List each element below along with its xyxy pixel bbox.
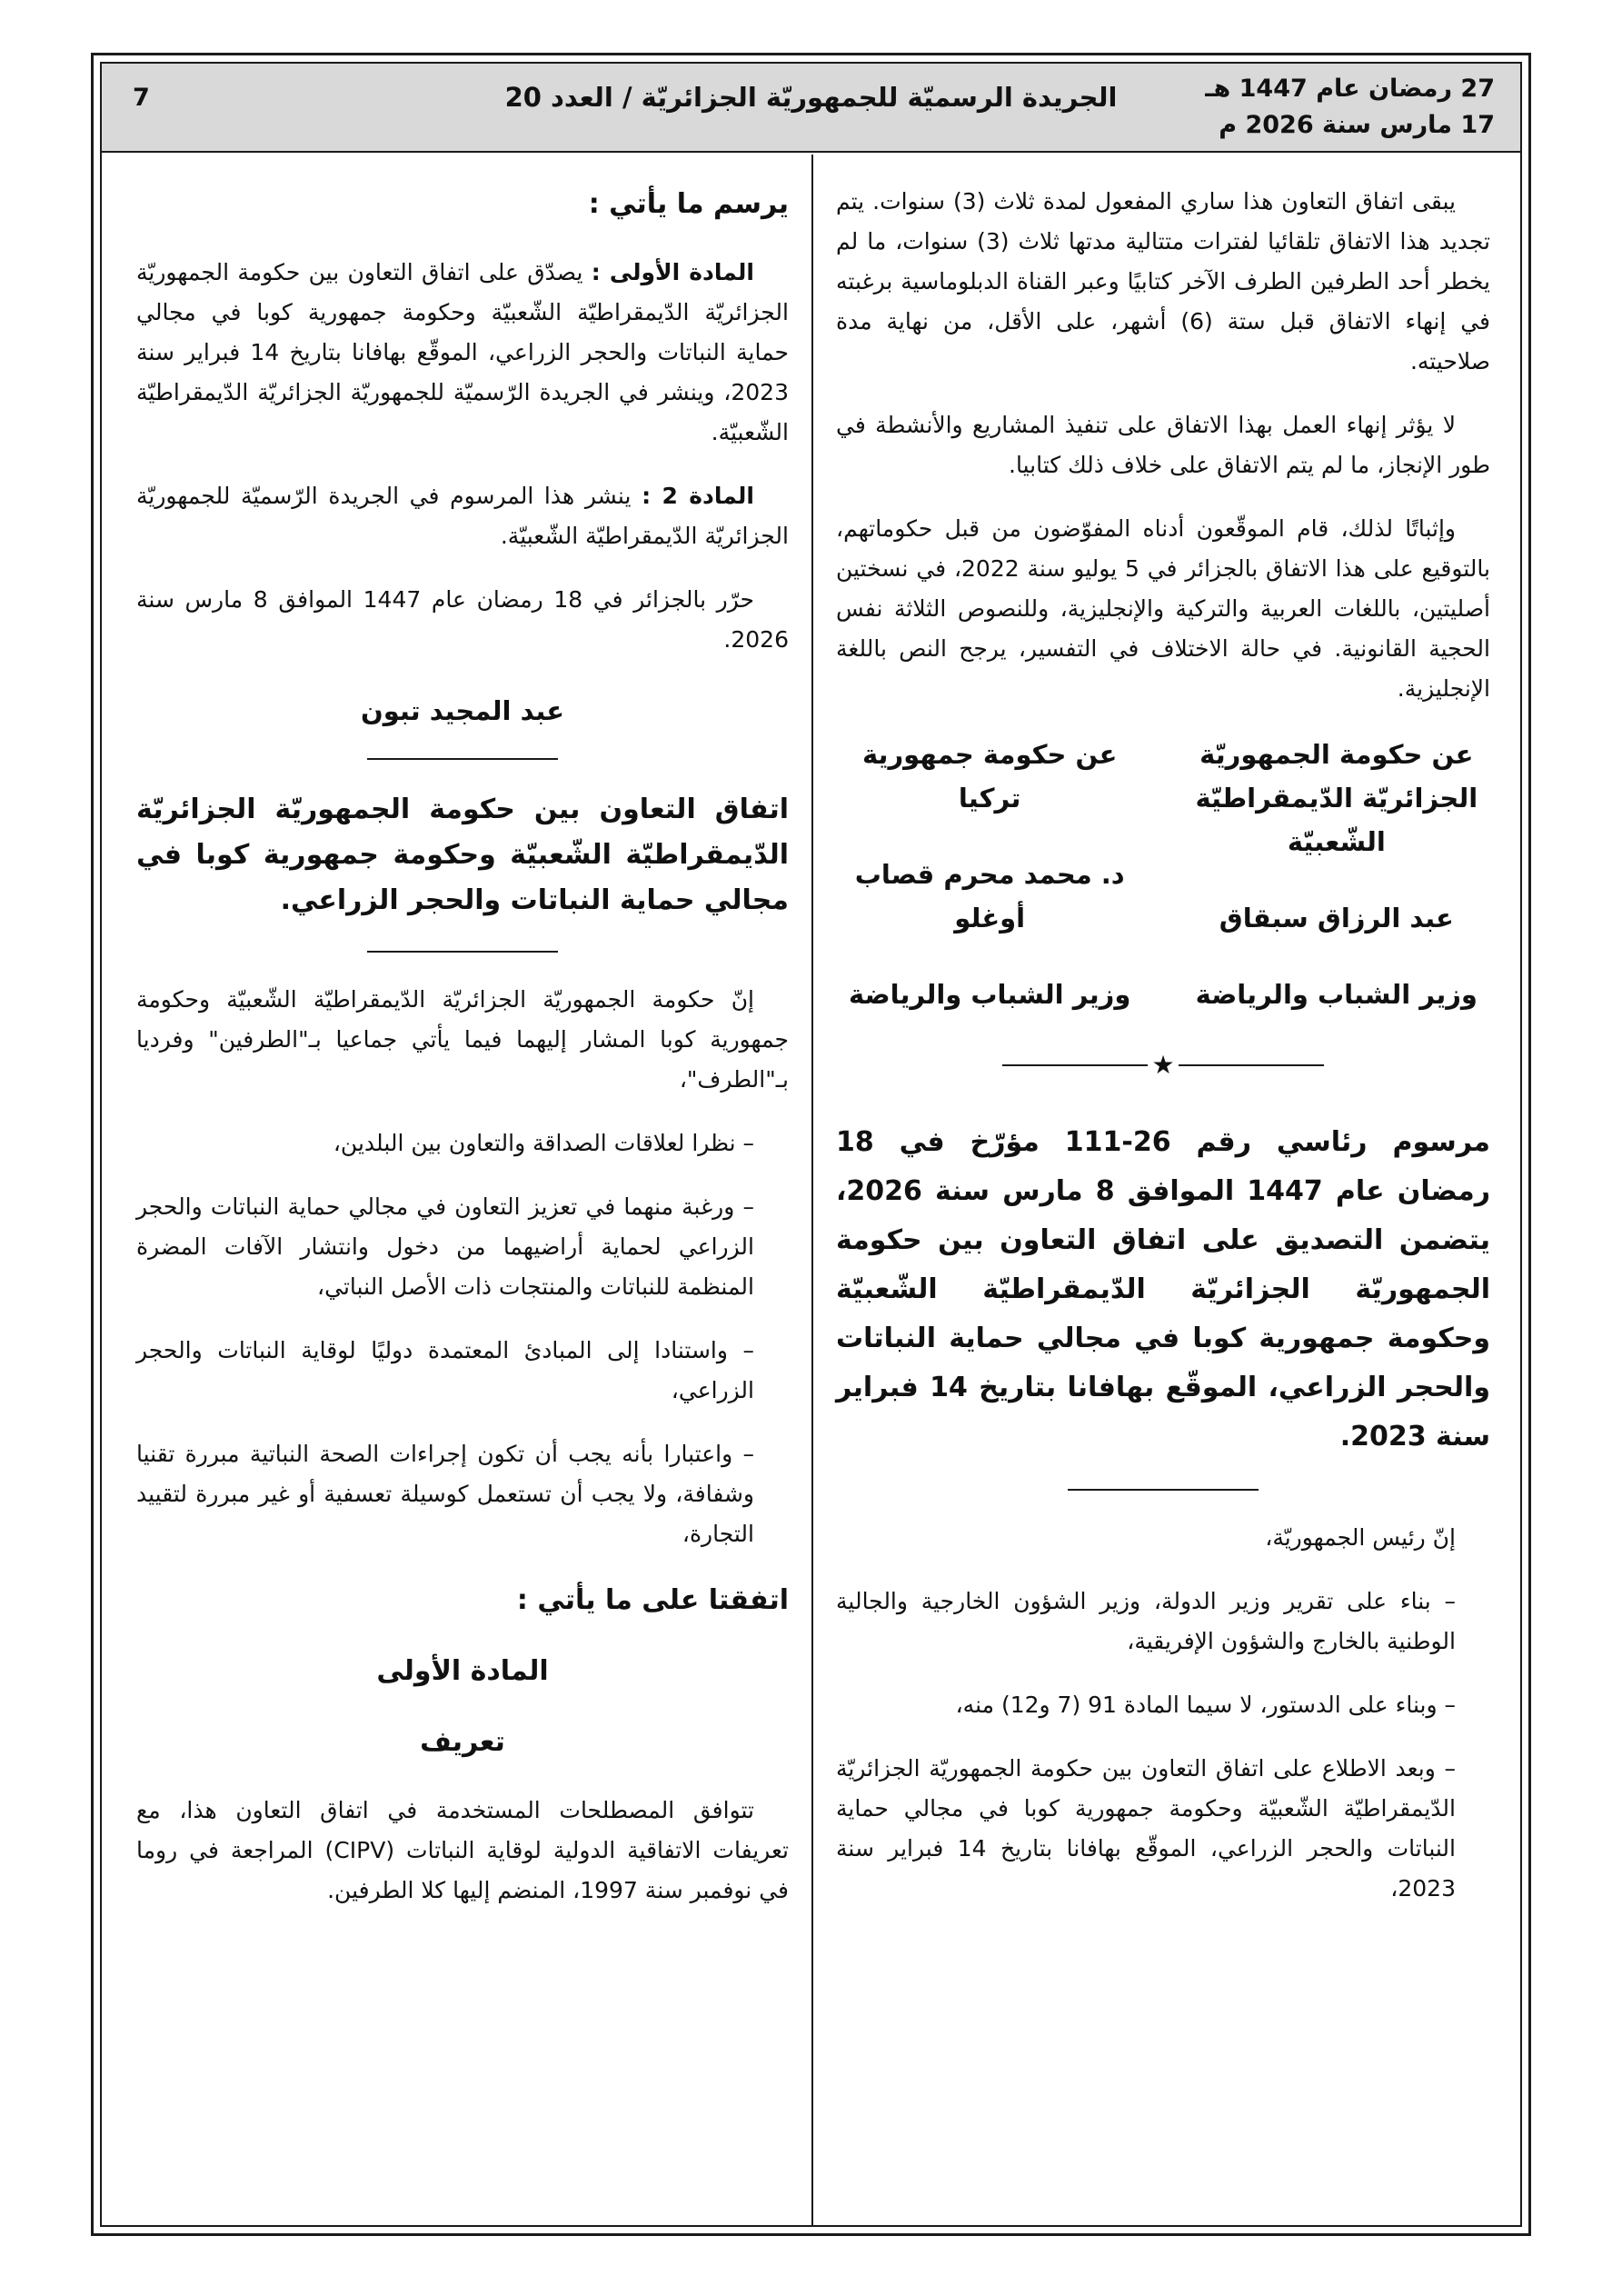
page-number: 7 [133, 84, 150, 112]
definition-heading: تعريف [420, 1726, 505, 1758]
signatory-name: عبد المجيد تبون [360, 695, 564, 726]
star-icon: ★ [1151, 1050, 1175, 1080]
article-2-label: المادة 2 : [642, 483, 754, 509]
header-hijri-date: 27 رمضان عام 1447 هـ [1205, 75, 1495, 103]
decree-heading: يرسم ما يأتي : [588, 188, 789, 220]
article-1-label: المادة الأولى : [591, 259, 754, 285]
article-2 [136, 476, 789, 556]
left-column [136, 182, 789, 1934]
article-1-text: يصدّق على اتفاق التعاون بين حكومة الجمهوريّة الجزائريّة الدّيمقراطيّة الشّعبيّة وحكومة جمهورية كوبا في مجالي حماية النباتات والحجر الزراعي، الموقّع بهافانا بتاريخ 14 فبراير سنة 2023، وينشر في الجريدة الرّسميّة للجمهوريّة الجزائريّة الدّيمقراطيّة الشّعبيّة. [136, 259, 789, 445]
president-line: إنّ رئيس الجمهوريّة، [1265, 1524, 1456, 1551]
right-column [836, 182, 1490, 1932]
recital-item: – بناء على تقرير وزير الدولة، وزير الشؤون الخارجية والجالية الوطنية بالخارج والشؤون الإفريقية، [836, 1588, 1456, 1654]
signature-turkey-gov: عن حكومة جمهورية تركيا [861, 739, 1118, 814]
signatures-block [836, 733, 1490, 1016]
star-separator [836, 1050, 1490, 1080]
definition-text: تتوافق المصطلحات المستخدمة في اتفاق التعاون هذا، مع تعريفات الاتفاقية الدولية لوقاية النباتات (CIPV) المراجعة في روما في نوفمبر سنة 1997، المنضم إليها كلا الطرفين. [136, 1797, 789, 1903]
signature-algeria-gov: عن حكومة الجمهوريّة الجزائريّة الدّيمقراطيّة الشّعبيّة [1195, 739, 1478, 857]
short-rule [1068, 1489, 1259, 1491]
header-gregorian-date: 17 مارس سنة 2026 م [1219, 111, 1495, 139]
recital-item: – واعتبارا بأنه يجب أن تكون إجراءات الصحة النباتية مبررة تقنيا وشفافة، ولا يجب أن تستعمل كوسيلة تعسفية أو غير مبررة لتقييد التجارة، [136, 1441, 754, 1547]
recital-item: – نظرا لعلاقات الصداقة والتعاون بين البلدين، [333, 1130, 754, 1156]
signature-turkey [836, 733, 1143, 1016]
article-first-heading: المادة الأولى [376, 1655, 549, 1687]
paragraph-termination: لا يؤثر إنهاء العمل بهذا الاتفاق على تنفيذ المشاريع والأنشطة في طور الإنجاز، ما لم يتم الاتفاق على خلاف ذلك كتابيا. [836, 412, 1490, 478]
recital-item: – واستنادا إلى المبادئ المعتمدة دوليًا لوقاية النباتات والحجر الزراعي، [136, 1337, 754, 1403]
recital-item: – وبعد الاطلاع على اتفاق التعاون بين حكومة الجمهوريّة الجزائريّة الدّيمقراطيّة الشّعبيّة وحكومة جمهورية كوبا في مجالي حماية النباتات والحجر الزراعي، الموقّع بهافانا بتاريخ 14 فبراير سنة 2023، [836, 1755, 1456, 1902]
recital-item: – ورغبة منهما في تعزيز التعاون في مجالي حماية النباتات والحجر الزراعي لحماية أراضيهما من دخول وانتشار الآفات المضرة المنظمة للنباتات والمنتجات ذات الأصل النباتي، [136, 1193, 754, 1300]
agreement-title: اتفاق التعاون بين حكومة الجمهوريّة الجزائريّة الدّيمقراطيّة الشّعبيّة وحكومة جمهورية كوبا في مجالي حماية النباتات والحجر الزراعي. [136, 794, 789, 916]
preamble: إنّ حكومة الجمهوريّة الجزائريّة الدّيمقراطيّة الشّعبيّة وحكومة جمهورية كوبا المشار إليهما فيما يأتي جماعيا بـ"الطرفين" وفرديا بـ"الطرف"، [136, 986, 789, 1093]
short-rule [367, 758, 558, 760]
signature-algeria [1183, 733, 1490, 1016]
page-header [102, 64, 1520, 153]
decree-title: مرسوم رئاسي رقم 26-111 مؤرّخ في 18 رمضان عام 1447 الموافق 8 مارس سنة 2026، يتضمن التصديق على اتفاق التعاون بين حكومة الجمهوريّة الجزائريّة الدّيمقراطيّة الشّعبيّة وحكومة جمهورية كوبا في مجالي حماية النباتات والحجر الزراعي، الموقّع بهافانا بتاريخ 14 فبراير سنة 2023. [836, 1126, 1490, 1452]
article-2-text: ينشر هذا المرسوم في الجريدة الرّسميّة للجمهوريّة الجزائريّة الدّيمقراطيّة الشّعبيّة. [136, 483, 789, 549]
agreed-heading: اتفقتا على ما يأتي : [516, 1584, 789, 1616]
signature-algeria-name: عبد الرزاق سبقاق [1219, 903, 1454, 933]
recital-item: – وبناء على الدستور، لا سيما المادة 91 (7 و12) منه، [955, 1692, 1456, 1718]
column-divider [811, 155, 813, 2225]
signature-turkey-name: د. محمد محرم قصاب أوغلو [854, 859, 1125, 933]
done-at: حرّر بالجزائر في 18 رمضان عام 1447 الموافق 8 مارس سنة 2026. [136, 586, 789, 653]
paragraph-validity: يبقى اتفاق التعاون هذا ساري المفعول لمدة ثلاث (3) سنوات. يتم تجديد هذا الاتفاق تلقائيا لفترات متتالية مدتها ثلاث (3) سنوات، ما لم يخطر أحد الطرفين الطرف الآخر كتابيًا وعبر القناة الدبلوماسية برغبته في إنهاء الاتفاق قبل ستة (6) أشهر، على الأقل، من نهاية مدة صلاحيته. [836, 188, 1490, 374]
signature-algeria-title: وزير الشباب والرياضة [1195, 979, 1478, 1010]
article-1 [136, 253, 789, 453]
paragraph-witness: وإثباتًا لذلك، قام الموقّعون أدناه المفوّضون من قبل حكوماتهم، بالتوقيع على هذا الاتفاق بالجزائر في 5 يوليو سنة 2022، في نسختين أصليتين، باللغات العربية والتركية والإنجليزية، وللنصوص الثلاثة نفس الحجية القانونية. في حالة الاختلاف في التفسير، يرجح النص باللغة الإنجليزية. [836, 515, 1490, 702]
short-rule [367, 951, 558, 953]
header-title: الجريدة الرسميّة للجمهوريّة الجزائريّة / العدد 20 [504, 82, 1118, 113]
signature-turkey-title: وزير الشباب والرياضة [849, 979, 1131, 1010]
